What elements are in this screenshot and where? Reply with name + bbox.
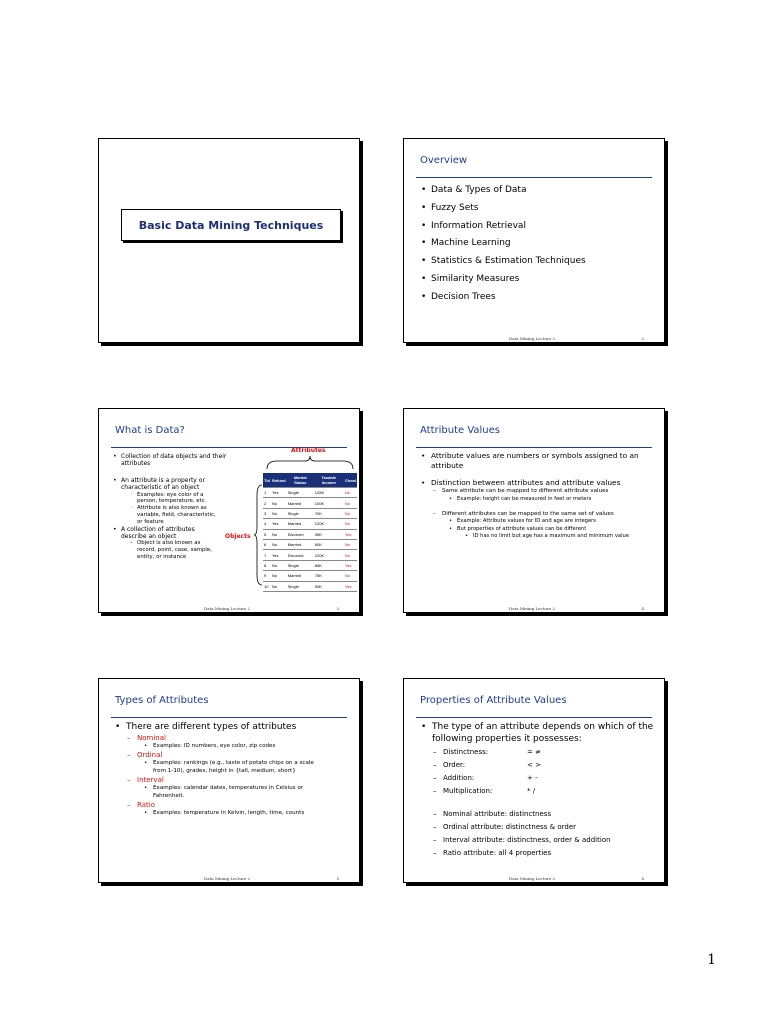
title-rule: [416, 177, 652, 178]
footer-label: Data Mining Lecture 2: [509, 336, 556, 341]
slide-6: [403, 678, 665, 883]
table-cell: 85K: [314, 560, 344, 570]
bullet-text: Examples: ID numbers, eye color, zip codes: [153, 743, 276, 749]
bullet-text: Collection of data objects and their attributes: [121, 453, 227, 468]
bullet-text: Examples: rankings (e.g., taste of potato chips on a scale from 1-10), grades, height in {tall, medium, short}: [153, 760, 314, 774]
table-cell: 7: [263, 550, 271, 560]
table-cell: No: [271, 529, 287, 539]
table-cell: 9: [263, 571, 271, 581]
footer-label: Data Mining Lecture 2: [509, 606, 556, 611]
slide-number: 4: [641, 606, 644, 611]
bullet-text: Different attributes can be mapped to the same set of values: [442, 510, 614, 517]
kind-text: Interval attribute: distinctness, order & addition: [443, 836, 611, 844]
slide-3: [98, 408, 360, 613]
title-rule: [111, 717, 347, 718]
attribute-list: • Collection of data objects and their attributes • An attribute is a property or characteristic of an object ◦ Examples: eye color of a person, temperature, etc. ◦ Attribute is also known as variable, field, characteristic, or feature • A collection of attributes describe an object – Object is also known as record, point, case, sample, entity, or instance: [113, 453, 227, 561]
table-header: Refund: [271, 473, 287, 488]
table-row: [263, 519, 357, 529]
list-item: • Information Retrieval: [421, 218, 586, 236]
table-cell: Single: [287, 581, 314, 591]
list-item: • Similarity Measures: [421, 271, 586, 289]
page-number: 1: [707, 952, 716, 968]
property-symbol: + -: [527, 774, 538, 782]
table-row: [263, 508, 357, 518]
data-table: [263, 473, 357, 592]
table-cell: No: [344, 488, 357, 498]
type-interval: Interval: [137, 776, 164, 785]
table-row: [263, 560, 357, 570]
overview-list: [421, 182, 586, 307]
table-cell: 1: [263, 488, 271, 498]
table-header: Tid: [263, 473, 271, 488]
bullet-text: Examples: calendar dates, temperatures in Celsius or Fahrenheit.: [153, 785, 304, 799]
table-cell: 5: [263, 529, 271, 539]
bullet-text: ID has no limit but age has a maximum and minimum value: [473, 532, 630, 539]
footer-label: Data Mining Lecture 2: [204, 876, 251, 881]
slide-number: 6: [641, 876, 644, 881]
slide-5-title: Types of Attributes: [115, 695, 209, 706]
list-item: • Fuzzy Sets: [421, 200, 586, 218]
table-header: Marital Status: [287, 473, 314, 488]
table-cell: 95K: [314, 529, 344, 539]
bullet-text: Example: height can be measured in feet or meters: [457, 495, 592, 502]
table-cell: No: [344, 519, 357, 529]
table-cell: Single: [287, 488, 314, 498]
attribute-values-list: • Attribute values are numbers or symbols assigned to an attribute • Distinction between attributes and attribute values – Same attribute can be mapped to different attribute values • Example: height can be measured in feet or meters – Different attributes can be mapped to the same set of values • Example: Attribute values for ID and age are integers • But properties of attribute values can be different • ID has no limit but age has a maximum and minimum value: [421, 451, 639, 539]
table-cell: 4: [263, 519, 271, 529]
table-cell: 6: [263, 539, 271, 549]
table-cell: Yes: [271, 488, 287, 498]
slide-number: 3: [336, 606, 339, 611]
table-cell: 90K: [314, 581, 344, 591]
slide-4-title: Attribute Values: [420, 425, 501, 436]
table-cell: No: [344, 539, 357, 549]
bullet-text: Examples: eye color of a person, temperature, etc.: [137, 491, 207, 505]
table-row: [263, 571, 357, 581]
list-item: • Machine Learning: [421, 235, 586, 253]
table-cell: Married: [287, 539, 314, 549]
table-cell: 70K: [314, 508, 344, 518]
table-cell: 120K: [314, 519, 344, 529]
slide-2-title: Overview: [420, 155, 468, 166]
property-symbol: = ≠: [527, 748, 541, 756]
attributes-label: Attributes: [291, 447, 326, 454]
slide-number: 2: [641, 336, 644, 341]
kind-text: Nominal attribute: distinctness: [443, 810, 552, 818]
property-name: Multiplication:: [443, 787, 493, 795]
table-cell: No: [344, 550, 357, 560]
table-cell: Yes: [344, 581, 357, 591]
table-cell: Married: [287, 519, 314, 529]
table-row: [263, 581, 357, 591]
list-item: • Decision Trees: [421, 289, 586, 307]
bullet-text: Same attribute can be mapped to different attribute values: [442, 488, 609, 494]
slide-3-title: What is Data?: [115, 425, 185, 436]
bullet-text: But properties of attribute values can be different: [457, 525, 587, 532]
table-cell: No: [344, 571, 357, 581]
bullet-text: Object is also known as record, point, case, sample, entity, or instance: [137, 540, 212, 561]
attributes-brace: [265, 455, 355, 473]
table-cell: No: [271, 498, 287, 508]
kind-text: Ordinal attribute: distinctness & order: [443, 823, 577, 831]
objects-label: Objects: [225, 533, 251, 540]
table-cell: No: [271, 539, 287, 549]
table-row: [263, 529, 357, 539]
footer-label: Data Mining Lecture 2: [509, 876, 556, 881]
table-cell: 2: [263, 498, 271, 508]
types-list: • There are different types of attributes – Nominal • Examples: ID numbers, eye color, zip codes – Ordinal • Examples: rankings (e.g., taste of potato chips on a scale from 1-10), grades, height in {tall, medium, short} – Interval • Examples: calendar dates, temperatures in Celsius or Fahrenheit. – Ratio • Examples: temperature in Kelvin, length, time, counts: [115, 722, 314, 817]
table-cell: Married: [287, 571, 314, 581]
table-cell: 60K: [314, 539, 344, 549]
title-rule: [416, 447, 652, 448]
properties-list: • The type of an attribute depends on which of the following properties it possesses: – Distinctness: = ≠ – Order: < > – Addition: + - – Multiplication: * / – Nominal attribute: distinctness – Ordinal attribute: distinctness & order – Interval attribute: distinctness, order & addition – Ratio attribute: all 4 properties: [421, 722, 654, 857]
table-cell: Yes: [271, 519, 287, 529]
bullet-text: Attribute values are numbers or symbols assigned to an attribute: [431, 451, 639, 470]
table-cell: Divorced: [287, 529, 314, 539]
slide-number: 5: [336, 876, 339, 881]
table-cell: Single: [287, 560, 314, 570]
table-row: [263, 550, 357, 560]
table-cell: Single: [287, 508, 314, 518]
bullet-text: The type of an attribute depends on which of the following properties it possesses:: [432, 722, 654, 744]
bullet-text: There are different types of attributes: [126, 722, 297, 732]
bullet-text: Example: Attribute values for ID and age are integers: [457, 518, 596, 525]
type-ratio: Ratio: [137, 801, 155, 810]
slide-1: [98, 138, 360, 343]
bullet-text: Distinction between attributes and attribute values: [431, 478, 621, 487]
table-cell: No: [271, 560, 287, 570]
table-header: Taxable Income: [314, 473, 344, 488]
bullet-text: An attribute is a property or characteristic of an object: [121, 476, 205, 492]
property-symbol: < >: [527, 761, 541, 769]
slide-6-title: Properties of Attribute Values: [420, 695, 567, 706]
table-cell: Divorced: [287, 550, 314, 560]
list-item: • Data & Types of Data: [421, 182, 586, 200]
table-cell: 3: [263, 508, 271, 518]
table-cell: 100K: [314, 498, 344, 508]
table-cell: Yes: [344, 560, 357, 570]
bullet-text: Examples: temperature in Kelvin, length, time, counts: [153, 810, 305, 817]
table-cell: 125K: [314, 488, 344, 498]
table-cell: No: [344, 498, 357, 508]
title-box: [121, 209, 341, 241]
table-cell: No: [271, 571, 287, 581]
table-header: Cheat: [344, 473, 357, 488]
table-cell: No: [344, 508, 357, 518]
objects-brace: [253, 483, 263, 587]
property-name: Order:: [443, 761, 466, 769]
slide-5: [98, 678, 360, 883]
kind-text: Ratio attribute: all 4 properties: [443, 849, 552, 857]
table-row: [263, 488, 357, 498]
property-name: Addition:: [443, 774, 475, 782]
table-cell: 220K: [314, 550, 344, 560]
table-cell: Married: [287, 498, 314, 508]
slide-2: [403, 138, 665, 343]
type-ordinal: Ordinal: [137, 751, 163, 760]
table-cell: 8: [263, 560, 271, 570]
table-row: [263, 539, 357, 549]
bullet-text: A collection of attributes describe an object: [121, 525, 195, 541]
footer-label: Data Mining Lecture 2: [204, 606, 251, 611]
title-rule: [416, 717, 652, 718]
table-cell: No: [271, 508, 287, 518]
type-nominal: Nominal: [137, 734, 166, 742]
table-cell: No: [271, 581, 287, 591]
table-cell: 10: [263, 581, 271, 591]
slide-1-title: Basic Data Mining Techniques: [138, 218, 324, 232]
table-cell: Yes: [344, 529, 357, 539]
bullet-text: Attribute is also known as variable, field, characteristic, or feature: [137, 505, 216, 525]
slide-4: [403, 408, 665, 613]
table-row: [263, 498, 357, 508]
table-cell: 75K: [314, 571, 344, 581]
table-cell: Yes: [271, 550, 287, 560]
list-item: • Statistics & Estimation Techniques: [421, 253, 586, 271]
property-symbol: * /: [527, 787, 536, 795]
property-name: Distinctness:: [443, 748, 489, 756]
